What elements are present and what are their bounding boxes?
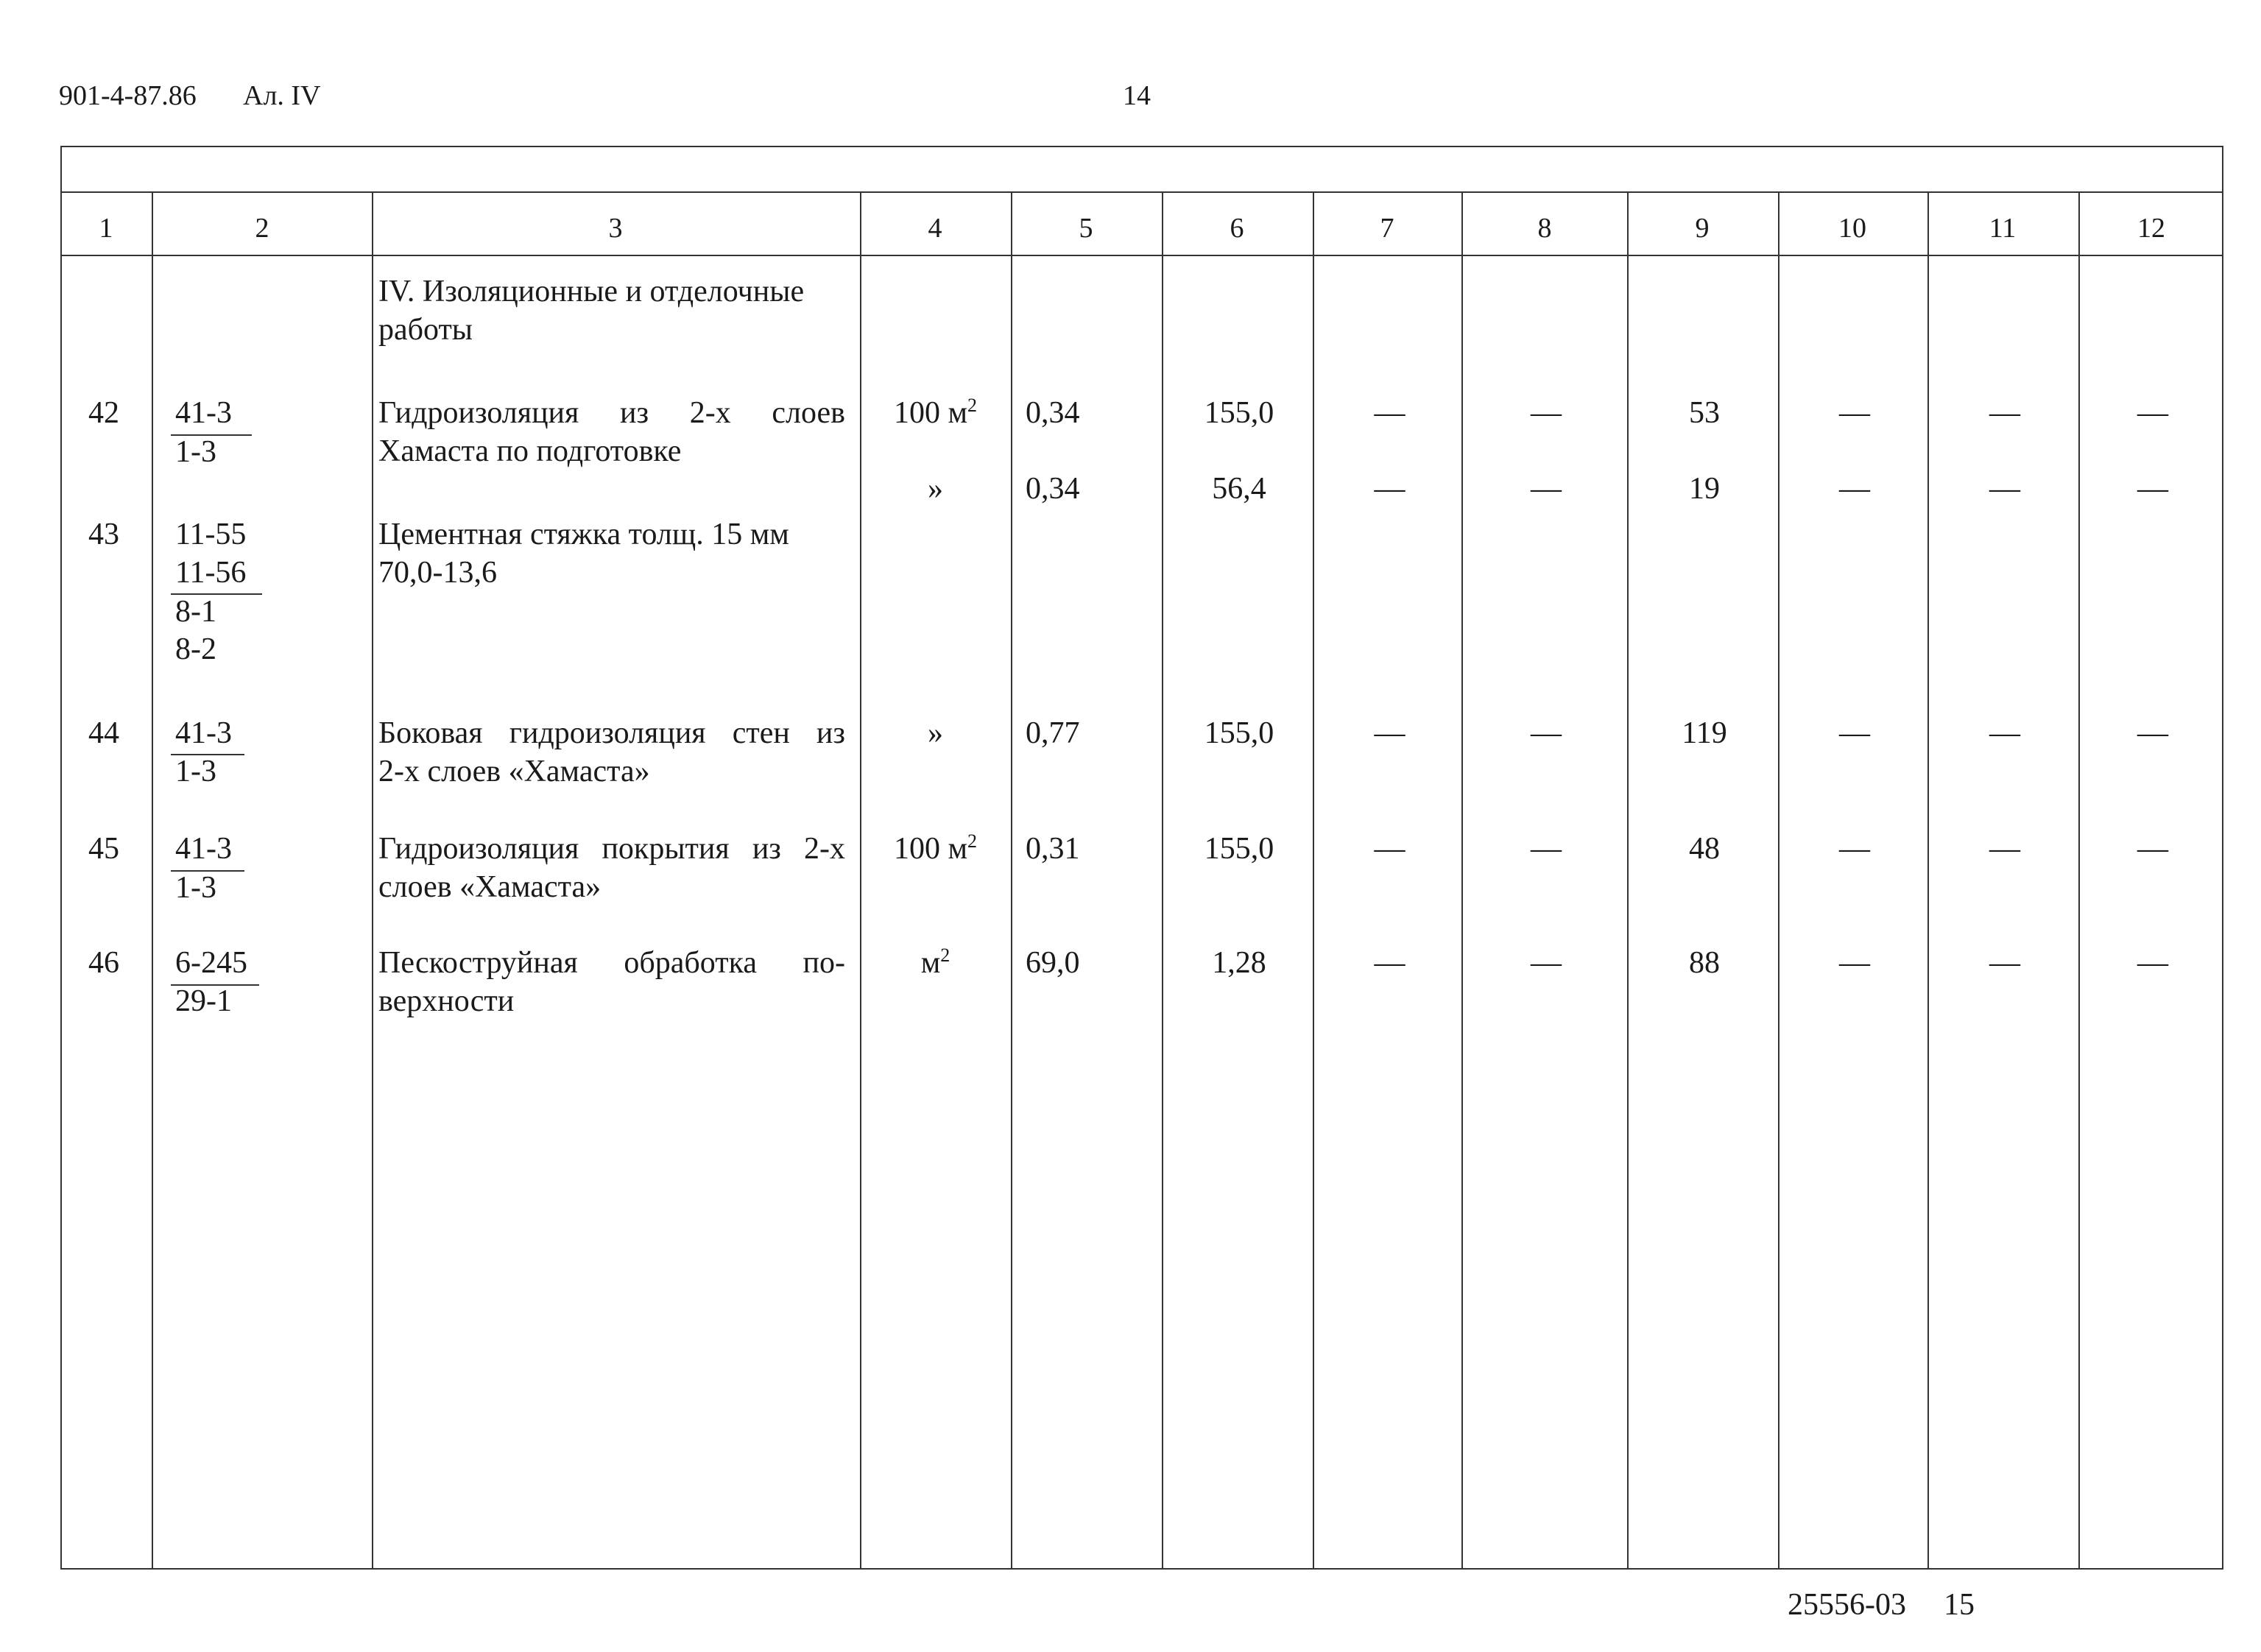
row-code: 29-1 bbox=[175, 984, 232, 1018]
row-col8: — bbox=[1531, 832, 1562, 866]
col-divider bbox=[1011, 191, 1012, 1570]
album-label: Ал. IV bbox=[243, 80, 321, 111]
row-col9: 48 bbox=[1689, 832, 1720, 866]
row-quantity: 0,31 bbox=[1026, 832, 1080, 866]
row-unit: » bbox=[928, 472, 943, 506]
col-header-8: 8 bbox=[1537, 213, 1552, 244]
row-code: 1-3 bbox=[175, 755, 216, 788]
row-col8: — bbox=[1531, 716, 1562, 750]
col-header-6: 6 bbox=[1230, 213, 1244, 244]
row-quantity: 0,34 bbox=[1026, 472, 1080, 506]
row-col8: — bbox=[1531, 946, 1562, 980]
row-col12: — bbox=[2137, 472, 2168, 506]
row-col12: — bbox=[2137, 946, 2168, 980]
col-divider bbox=[1927, 191, 1929, 1570]
row-col11: — bbox=[1989, 946, 2020, 980]
row-col12: — bbox=[2137, 832, 2168, 866]
row-col9: 119 bbox=[1682, 716, 1727, 750]
row-col11: — bbox=[1989, 832, 2020, 866]
col-divider bbox=[860, 191, 861, 1570]
col-header-2: 2 bbox=[255, 213, 269, 244]
row-price: 155,0 bbox=[1204, 396, 1274, 430]
row-quantity: 69,0 bbox=[1026, 946, 1080, 980]
row-code: 1-3 bbox=[175, 871, 216, 905]
row-unit: 100 $м^2$ bbox=[893, 395, 978, 430]
archive-code: 25556-03 bbox=[1788, 1588, 1906, 1622]
row-description: Пескоструйная обработка по- bbox=[378, 946, 845, 980]
row-col11: — bbox=[1989, 716, 2020, 750]
section-title: IV. Изоляционные и отделочные bbox=[378, 275, 805, 308]
col-header-4: 4 bbox=[928, 213, 942, 244]
col-divider bbox=[1778, 191, 1779, 1570]
row-code: 1-3 bbox=[175, 435, 216, 469]
row-description: 2-х слоев «Хамаста» bbox=[378, 755, 650, 788]
row-col8: — bbox=[1531, 472, 1562, 506]
col-header-5: 5 bbox=[1079, 213, 1093, 244]
row-unit: 100 $м^2$ bbox=[893, 830, 978, 866]
row-description: Гидроизоляция покрытия из 2-х bbox=[378, 832, 845, 866]
row-description: Гидроизоляция из 2-х слоев bbox=[378, 396, 845, 430]
row-col8: — bbox=[1531, 396, 1562, 430]
row-number: 42 bbox=[88, 396, 119, 430]
row-code: 8-2 bbox=[175, 632, 216, 666]
row-number: 43 bbox=[88, 518, 119, 551]
row-price: 56,4 bbox=[1212, 472, 1266, 506]
page-number: 14 bbox=[1123, 80, 1151, 111]
row-price: 155,0 bbox=[1204, 832, 1274, 866]
col-divider bbox=[372, 191, 373, 1570]
row-quantity: 0,77 bbox=[1026, 716, 1080, 750]
row-code: 41-3 bbox=[175, 396, 232, 430]
col-header-3: 3 bbox=[608, 213, 623, 244]
doc-code: 901-4-87.86 bbox=[59, 80, 197, 111]
row-description: Боковая гидроизоляция стен из bbox=[378, 716, 845, 750]
row-code: 41-3 bbox=[175, 716, 232, 750]
row-number: 45 bbox=[88, 832, 119, 866]
header-top-line bbox=[60, 191, 2223, 193]
row-col10: — bbox=[1839, 716, 1870, 750]
col-header-9: 9 bbox=[1695, 213, 1710, 244]
row-col12: — bbox=[2137, 396, 2168, 430]
col-header-10: 10 bbox=[1838, 213, 1866, 244]
col-header-7: 7 bbox=[1380, 213, 1394, 244]
row-description: Цементная стяжка толщ. 15 мм bbox=[378, 518, 789, 551]
row-code: 11-56 bbox=[175, 556, 247, 590]
row-col9: 53 bbox=[1689, 396, 1720, 430]
col-divider bbox=[2078, 191, 2080, 1570]
row-number: 46 bbox=[88, 946, 119, 980]
row-quantity: 0,34 bbox=[1026, 396, 1080, 430]
col-header-12: 12 bbox=[2137, 213, 2165, 244]
section-title: работы bbox=[378, 313, 473, 347]
col-header-11: 11 bbox=[1989, 213, 2017, 244]
row-col7: — bbox=[1374, 946, 1405, 980]
sheet-number: 15 bbox=[1944, 1588, 1975, 1622]
row-code: 41-3 bbox=[175, 832, 232, 866]
row-col10: — bbox=[1839, 472, 1870, 506]
row-col9: 88 bbox=[1689, 946, 1720, 980]
row-description: 70,0-13,6 bbox=[378, 556, 497, 590]
col-header-1: 1 bbox=[99, 213, 113, 244]
col-divider bbox=[1162, 191, 1163, 1570]
col-divider bbox=[1461, 191, 1463, 1570]
row-col11: — bbox=[1989, 396, 2020, 430]
row-description: Хамаста по подготовке bbox=[378, 434, 682, 468]
row-col9: 19 bbox=[1689, 472, 1720, 506]
row-col7: — bbox=[1374, 472, 1405, 506]
row-col7: — bbox=[1374, 832, 1405, 866]
col-divider bbox=[152, 191, 153, 1570]
row-number: 44 bbox=[88, 716, 119, 750]
row-description: слоев «Хамаста» bbox=[378, 870, 602, 904]
row-unit: » bbox=[928, 716, 943, 750]
row-col7: — bbox=[1374, 716, 1405, 750]
row-col7: — bbox=[1374, 396, 1405, 430]
row-col10: — bbox=[1839, 946, 1870, 980]
col-divider bbox=[1313, 191, 1314, 1570]
row-col10: — bbox=[1839, 832, 1870, 866]
row-description: верхности bbox=[378, 984, 515, 1018]
row-unit: $м^2$ bbox=[920, 945, 950, 980]
row-code: 11-55 bbox=[175, 518, 247, 551]
row-col10: — bbox=[1839, 396, 1870, 430]
row-col12: — bbox=[2137, 716, 2168, 750]
header-bottom-line bbox=[60, 255, 2223, 256]
row-price: 1,28 bbox=[1212, 946, 1266, 980]
row-code: 6-245 bbox=[175, 946, 247, 980]
row-col11: — bbox=[1989, 472, 2020, 506]
col-divider bbox=[1627, 191, 1629, 1570]
row-code: 8-1 bbox=[175, 595, 216, 629]
row-price: 155,0 bbox=[1204, 716, 1274, 750]
